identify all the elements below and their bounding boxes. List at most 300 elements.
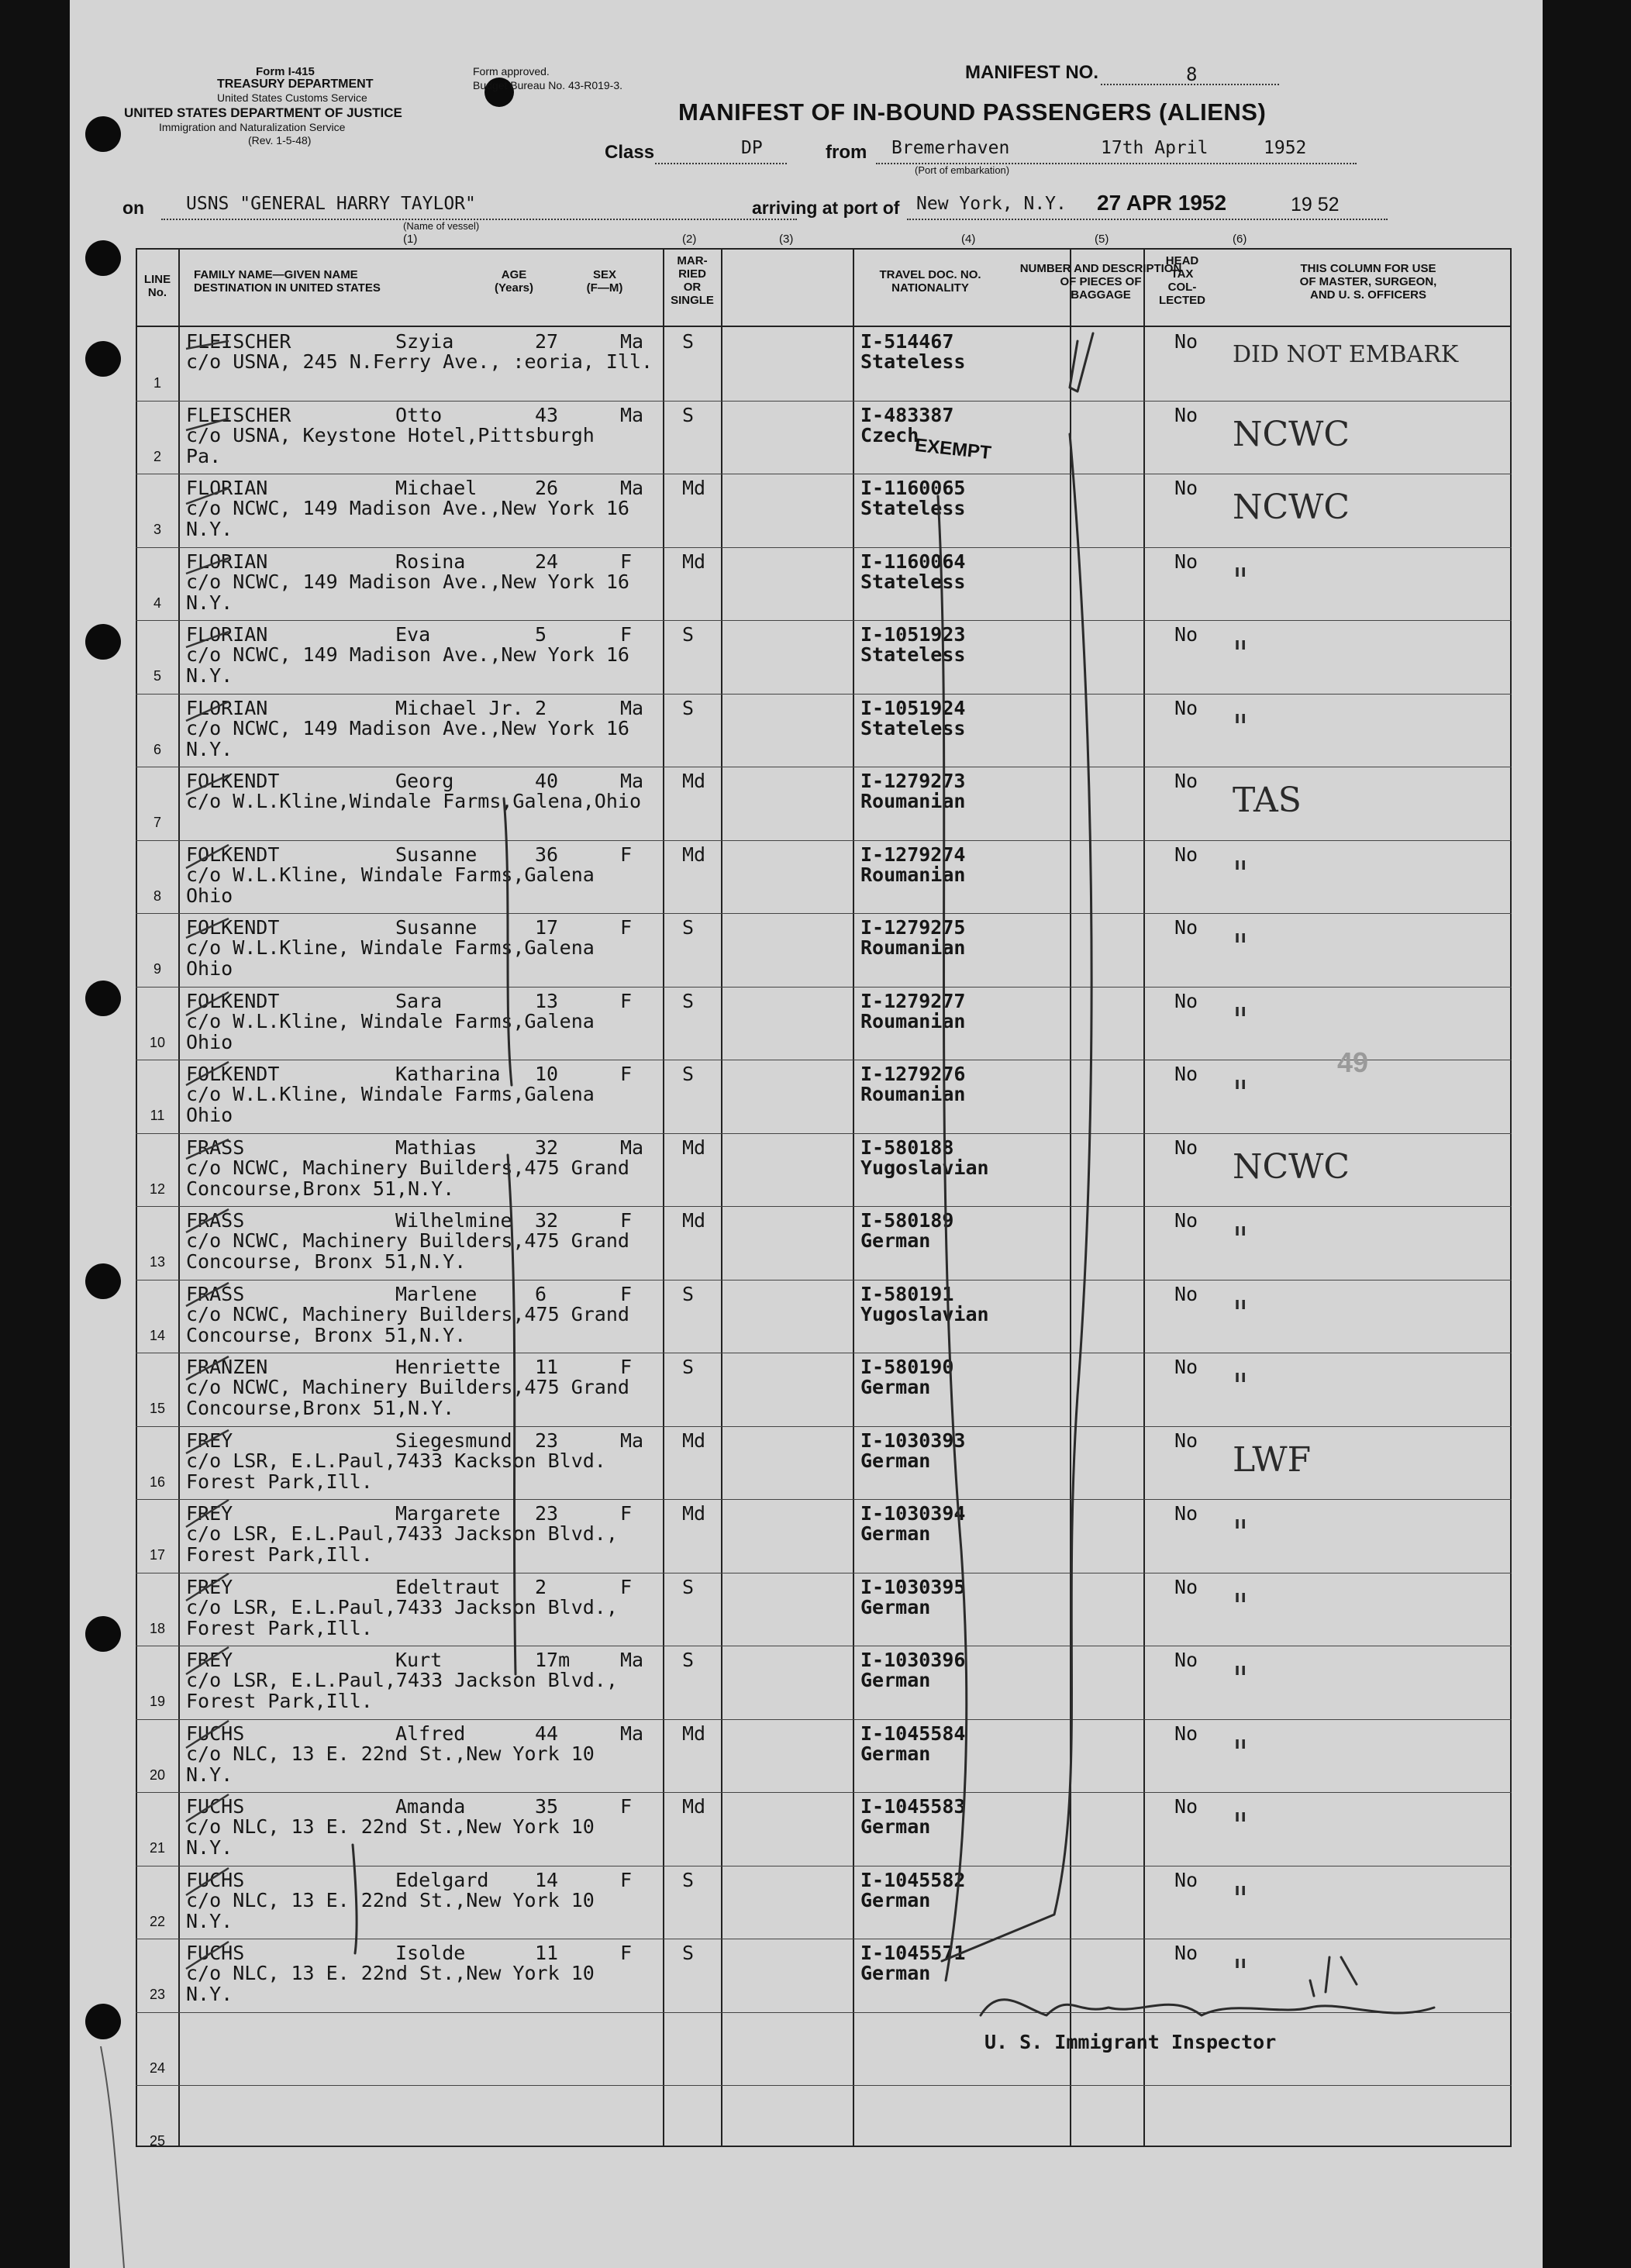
col-num-4: (4): [961, 233, 976, 246]
row-nationality: Stateless: [860, 716, 966, 739]
row-destination: c/o USNA, Keystone Hotel,Pittsburgh: [186, 423, 595, 446]
row-nationality: Roumanian: [860, 863, 966, 886]
row-age: 5: [535, 623, 547, 646]
row-line-number: 15: [149, 1401, 166, 1416]
row-nationality: Czech: [860, 423, 919, 446]
row-head-tax: No: [1174, 330, 1198, 353]
row-line-number: 13: [149, 1254, 166, 1270]
row-head-tax: No: [1174, 770, 1198, 792]
row-head-tax: No: [1174, 1722, 1198, 1745]
row-head-tax: No: [1174, 1429, 1198, 1452]
row-family-name: FOLKENDT: [186, 843, 280, 866]
row-nationality: German: [860, 1669, 931, 1691]
row-head-tax: No: [1174, 1868, 1198, 1891]
row-family-name: FREY: [186, 1649, 233, 1671]
row-travel-doc: I-580191: [860, 1282, 954, 1305]
row-officer-note: NCWC: [1233, 414, 1350, 454]
row-marital-status: Md: [682, 770, 706, 792]
row-travel-doc: I-1279276: [860, 1063, 966, 1085]
vessel-value: USNS "GENERAL HARRY TAYLOR": [186, 194, 476, 214]
row-destination: c/o NCWC, 149 Madison Ave.,New York 16: [186, 497, 629, 519]
manifest-page: [70, 0, 1543, 2268]
row-marital-status: S: [682, 1649, 695, 1671]
row-family-name: FLEISCHER: [186, 403, 291, 426]
row-family-name: FUCHS: [186, 1942, 245, 1964]
row-officer-note: ": [1233, 1074, 1249, 1113]
row-age: 32: [535, 1136, 559, 1159]
row-travel-doc: I-1279274: [860, 843, 966, 866]
row-age: 27: [535, 330, 559, 353]
row-sex: F: [620, 1575, 633, 1598]
row-destination: c/o W.L.Kline, Windale Farms,Galena: [186, 863, 595, 886]
row-given-name: Henriette: [395, 1356, 501, 1378]
row-nationality: Roumanian: [860, 1083, 966, 1105]
row-destination-cont: N.Y.: [186, 1983, 233, 2005]
row-destination-cont: N.Y.: [186, 518, 233, 540]
row-age: 35: [535, 1795, 559, 1818]
row-family-name: FRASS: [186, 1282, 245, 1305]
row-nationality: German: [860, 1376, 931, 1398]
row-line-number: 20: [149, 1766, 166, 1783]
header-head-tax: HEAD TAX COL- LECTED: [1159, 254, 1205, 307]
manifest-no-value: 8: [1186, 64, 1198, 85]
row-family-name: FRASS: [186, 1136, 245, 1159]
row-marital-status: S: [682, 696, 695, 719]
row-officer-note: ": [1233, 1879, 1249, 1919]
row-sex: F: [620, 989, 633, 1012]
row-family-name: FLORIAN: [186, 550, 268, 573]
col-num-3: (3): [779, 233, 794, 246]
row-nationality: German: [860, 1449, 931, 1472]
header-baggage: NUMBER AND DESCRIPTION OF PIECES OF BAGGAGE: [1019, 262, 1182, 302]
row-officer-note: NCWC: [1233, 488, 1350, 527]
row-line-number: 17: [149, 1547, 166, 1563]
row-destination: c/o W.L.Kline, Windale Farms,Galena: [186, 1083, 595, 1105]
row-family-name: FREY: [186, 1502, 233, 1525]
row-destination-cont: Forest Park,Ill.: [186, 1616, 373, 1639]
page-stamp: 49: [1337, 1046, 1369, 1078]
row-sex: Ma: [620, 696, 644, 719]
row-travel-doc: I-1045571: [860, 1942, 966, 1964]
row-destination-cont: Forest Park,Ill.: [186, 1470, 373, 1493]
vessel-caption: (Name of vessel): [403, 220, 480, 232]
row-travel-doc: I-580189: [860, 1209, 954, 1232]
row-nationality: German: [860, 1815, 931, 1838]
row-destination: c/o LSR, E.L.Paul,7433 Jackson Blvd.,: [186, 1522, 618, 1545]
row-age: 6: [535, 1282, 547, 1305]
row-age: 32: [535, 1209, 559, 1232]
row-line-number: 4: [153, 595, 161, 611]
row-destination: c/o NLC, 13 E. 22nd St.,New York 10: [186, 1888, 595, 1911]
row-officer-note: ": [1233, 1660, 1249, 1699]
row-family-name: FOLKENDT: [186, 770, 280, 792]
row-marital-status: Md: [682, 843, 706, 866]
row-officer-note: ": [1233, 1732, 1249, 1773]
row-marital-status: S: [682, 1063, 695, 1085]
row-given-name: Alfred: [395, 1722, 466, 1745]
row-officer-note: TAS: [1233, 781, 1302, 820]
arrival-port: New York, N.Y.: [916, 194, 1067, 214]
row-family-name: FUCHS: [186, 1795, 245, 1818]
row-given-name: Michael: [395, 477, 478, 499]
row-marital-status: S: [682, 1575, 695, 1598]
row-officer-note: ": [1233, 1953, 1249, 1992]
row-travel-doc: I-1030395: [860, 1575, 966, 1598]
row-line-number: 3: [153, 522, 161, 537]
row-destination-cont: Pa.: [186, 444, 222, 467]
row-officer-note: DID NOT EMBARK: [1233, 341, 1459, 368]
row-marital-status: Md: [682, 1795, 706, 1818]
row-age: 2: [535, 696, 547, 719]
row-officer-note: ": [1233, 927, 1249, 967]
row-given-name: Kurt: [395, 1649, 443, 1671]
on-label: on: [122, 198, 145, 218]
row-travel-doc: I-1045584: [860, 1722, 966, 1745]
row-travel-doc: I-1045583: [860, 1795, 966, 1818]
row-line-number: 11: [150, 1108, 165, 1123]
row-destination-cont: Forest Park,Ill.: [186, 1690, 373, 1712]
row-given-name: Edelgard: [395, 1868, 489, 1891]
form-number: Form I-415: [256, 65, 315, 78]
row-destination-cont: Concourse, Bronx 51,N.Y.: [186, 1323, 467, 1346]
row-marital-status: Md: [682, 1209, 706, 1232]
row-age: 17: [535, 916, 559, 939]
class-value: DP: [741, 138, 763, 158]
row-marital-status: S: [682, 1356, 695, 1378]
row-line-number: 24: [149, 2059, 166, 2076]
row-travel-doc: I-1030396: [860, 1649, 966, 1671]
row-head-tax: No: [1174, 1649, 1198, 1671]
row-destination: c/o LSR, E.L.Paul,7433 Jackson Blvd.,: [186, 1669, 618, 1691]
row-family-name: FUCHS: [186, 1722, 245, 1745]
row-officer-note: LWF: [1233, 1439, 1312, 1480]
family-bracket: [508, 1155, 516, 1674]
row-given-name: Michael Jr.: [395, 696, 524, 719]
row-family-name: FLEISCHER: [186, 330, 291, 353]
row-family-name: FLORIAN: [186, 477, 268, 499]
row-officer-note: ": [1233, 853, 1249, 894]
row-destination-cont: N.Y.: [186, 1836, 233, 1859]
treasury-label: TREASURY DEPARTMENT: [217, 78, 374, 91]
row-family-name: FOLKENDT: [186, 1063, 280, 1085]
row-officer-note: ": [1233, 1293, 1249, 1333]
row-marital-status: Md: [682, 1502, 706, 1525]
row-given-name: Edeltraut: [395, 1575, 501, 1598]
row-head-tax: No: [1174, 1136, 1198, 1159]
row-line-number: 22: [149, 1913, 166, 1929]
row-age: 11: [535, 1356, 559, 1378]
row-nationality: German: [860, 1962, 931, 1984]
row-destination: c/o NCWC, 149 Madison Ave.,New York 16: [186, 716, 629, 739]
row-travel-doc: I-1051924: [860, 696, 966, 719]
row-given-name: Wilhelmine: [395, 1209, 512, 1232]
header-sex: SEX (F—M): [586, 268, 623, 295]
row-destination-cont: Ohio: [186, 957, 233, 980]
row-marital-status: Md: [682, 477, 706, 499]
row-family-name: FLORIAN: [186, 696, 268, 719]
row-marital-status: S: [682, 403, 695, 426]
row-nationality: German: [860, 1229, 931, 1252]
signature-scrawl: [981, 2000, 1434, 2015]
arrival-date-stamp: 27 APR 1952: [1097, 191, 1227, 215]
cancel-slash: [1070, 333, 1093, 391]
row-destination-cont: Concourse,Bronx 51,N.Y.: [186, 1177, 455, 1200]
row-destination: c/o W.L.Kline, Windale Farms,Galena: [186, 1009, 595, 1032]
col-num-6: (6): [1233, 233, 1247, 246]
row-sex: Ma: [620, 477, 644, 499]
row-head-tax: No: [1174, 989, 1198, 1012]
row-destination: c/o NCWC, Machinery Builders,475 Grand: [186, 1376, 629, 1398]
row-line-number: 10: [149, 1034, 166, 1050]
row-destination: c/o NCWC, Machinery Builders,475 Grand: [186, 1302, 629, 1325]
row-age: 40: [535, 770, 559, 792]
row-check-mark: [186, 341, 229, 1969]
exempt-stamp: EXEMPT: [913, 434, 992, 464]
row-sex: F: [620, 623, 633, 646]
row-travel-doc: I-1051923: [860, 623, 966, 646]
row-age: 17m: [535, 1649, 571, 1671]
row-age: 23: [535, 1429, 559, 1452]
arriving-label: arriving at port of: [752, 198, 900, 218]
row-nationality: Stateless: [860, 497, 966, 519]
row-marital-status: S: [682, 1282, 695, 1305]
row-head-tax: No: [1174, 403, 1198, 426]
row-officer-note: ": [1233, 1367, 1249, 1406]
row-given-name: Isolde: [395, 1942, 466, 1964]
row-officer-note: ": [1233, 1220, 1249, 1260]
row-head-tax: No: [1174, 1795, 1198, 1818]
row-nationality: German: [860, 1888, 931, 1911]
row-sex: Ma: [620, 1649, 644, 1671]
row-line-number: 21: [149, 1840, 166, 1856]
form-approved: Form approved.: [473, 65, 550, 78]
col-num-5: (5): [1095, 233, 1109, 246]
row-given-name: Susanne: [395, 843, 478, 866]
header-age: AGE (Years): [494, 268, 534, 295]
row-given-name: Amanda: [395, 1795, 466, 1818]
header-officers: THIS COLUMN FOR USE OF MASTER, SURGEON, AND U. S. OFFICERS: [1299, 262, 1437, 302]
row-travel-doc: I-580190: [860, 1356, 954, 1378]
baggage-bracket-line: [942, 434, 1091, 1961]
row-family-name: FREY: [186, 1575, 233, 1598]
port-caption: (Port of embarkation): [915, 164, 1010, 176]
row-sex: F: [620, 1063, 633, 1085]
class-label: Class: [605, 142, 655, 163]
row-sex: F: [620, 1209, 633, 1232]
row-destination: c/o NCWC, 149 Madison Ave.,New York 16: [186, 570, 629, 593]
row-line-number: 18: [149, 1620, 166, 1636]
row-nationality: German: [860, 1595, 931, 1618]
row-head-tax: No: [1174, 1209, 1198, 1232]
row-marital-status: S: [682, 623, 695, 646]
row-head-tax: No: [1174, 1356, 1198, 1378]
row-destination: c/o W.L.Kline, Windale Farms,Galena: [186, 936, 595, 959]
manifest-no-label: MANIFEST NO.: [965, 62, 1098, 83]
row-given-name: Siegesmund: [395, 1429, 512, 1452]
row-head-tax: No: [1174, 1282, 1198, 1305]
header-married: MAR- RIED OR SINGLE: [671, 254, 714, 307]
row-sex: Ma: [620, 1429, 644, 1452]
justice-label: UNITED STATES DEPARTMENT OF JUSTICE: [124, 105, 402, 120]
row-sex: F: [620, 1282, 633, 1305]
row-destination: c/o LSR, E.L.Paul,7433 Jackson Blvd.,: [186, 1595, 618, 1618]
row-head-tax: No: [1174, 1942, 1198, 1964]
inspector-title: U. S. Immigrant Inspector: [984, 2031, 1277, 2053]
row-officer-note: ": [1233, 1806, 1249, 1846]
row-destination-cont: Ohio: [186, 1104, 233, 1126]
row-destination-cont: Ohio: [186, 1030, 233, 1053]
row-destination: c/o NLC, 13 E. 22nd St.,New York 10: [186, 1742, 595, 1765]
row-given-name: Eva: [395, 623, 431, 646]
row-given-name: Rosina: [395, 550, 466, 573]
row-destination-cont: Concourse,Bronx 51,N.Y.: [186, 1397, 455, 1419]
family-bracket: [353, 1845, 357, 1953]
row-destination-cont: Forest Park,Ill.: [186, 1543, 373, 1566]
embark-date: 17th April: [1101, 138, 1209, 158]
row-marital-status: Md: [682, 550, 706, 573]
row-head-tax: No: [1174, 1502, 1198, 1525]
row-marital-status: S: [682, 1942, 695, 1964]
row-destination-cont: N.Y.: [186, 1763, 233, 1786]
row-sex: Ma: [620, 1722, 644, 1745]
row-given-name: Otto: [395, 403, 443, 426]
row-line-number: 19: [149, 1694, 166, 1709]
row-travel-doc: I-1279273: [860, 770, 966, 792]
row-travel-doc: I-1030394: [860, 1502, 966, 1525]
row-destination-cont: Concourse, Bronx 51,N.Y.: [186, 1250, 467, 1273]
row-destination-cont: N.Y.: [186, 664, 233, 687]
row-nationality: German: [860, 1522, 931, 1545]
row-travel-doc: I-1160064: [860, 550, 966, 573]
row-destination: c/o NCWC, 149 Madison Ave.,New York 16: [186, 643, 629, 666]
family-bracket: [504, 798, 512, 1085]
row-given-name: Marlene: [395, 1282, 478, 1305]
ins-label: Immigration and Naturalization Service: [159, 121, 346, 133]
row-destination: c/o LSR, E.L.Paul,7433 Kackson Blvd.: [186, 1449, 606, 1472]
row-marital-status: Md: [682, 1429, 706, 1452]
row-age: 44: [535, 1722, 559, 1745]
handwriting-overlay: [70, 0, 1543, 2268]
row-sex: F: [620, 1942, 633, 1964]
row-head-tax: No: [1174, 550, 1198, 573]
row-line-number: 9: [153, 961, 161, 977]
row-travel-doc: I-1045582: [860, 1868, 966, 1891]
row-head-tax: No: [1174, 1575, 1198, 1598]
row-line-number: 14: [149, 1327, 166, 1343]
row-age: 10: [535, 1063, 559, 1085]
row-sex: F: [620, 1868, 633, 1891]
row-marital-status: Md: [682, 1136, 706, 1159]
row-officer-note: ": [1233, 707, 1249, 747]
col-num-2: (2): [682, 233, 697, 246]
row-officer-note: ": [1233, 1513, 1249, 1553]
row-line-number: 1: [153, 375, 161, 391]
row-marital-status: S: [682, 989, 695, 1012]
row-line-number: 7: [153, 815, 161, 830]
row-age: 36: [535, 843, 559, 866]
row-family-name: FRASS: [186, 1209, 245, 1232]
row-given-name: Szyia: [395, 330, 454, 353]
row-family-name: FREY: [186, 1429, 233, 1452]
row-officer-note: ": [1233, 1000, 1249, 1040]
row-destination-cont: N.Y.: [186, 737, 233, 760]
row-age: 24: [535, 550, 559, 573]
row-sex: F: [620, 1502, 633, 1525]
row-line-number: 12: [149, 1181, 166, 1197]
row-officer-note: ": [1233, 560, 1249, 601]
row-age: 14: [535, 1868, 559, 1891]
row-sex: F: [620, 916, 633, 939]
row-head-tax: No: [1174, 477, 1198, 499]
row-officer-note: NCWC: [1233, 1146, 1350, 1187]
row-line-number: 23: [149, 1987, 166, 2002]
row-given-name: Margarete: [395, 1502, 501, 1525]
row-destination: c/o USNA, 245 N.Ferry Ave., :eoria, Ill.: [186, 350, 653, 373]
row-destination: c/o NCWC, Machinery Builders,475 Grand: [186, 1156, 629, 1179]
row-line-number: 6: [153, 741, 161, 757]
row-officer-note: ": [1233, 634, 1249, 674]
row-line-number: 2: [153, 448, 161, 464]
row-nationality: Stateless: [860, 643, 966, 666]
row-nationality: Yugoslavian: [860, 1302, 989, 1325]
row-age: 13: [535, 989, 559, 1012]
row-travel-doc: I-1279277: [860, 989, 966, 1012]
row-line-number: 16: [149, 1474, 166, 1490]
row-sex: F: [620, 1356, 633, 1378]
row-head-tax: No: [1174, 843, 1198, 866]
row-family-name: FRANZEN: [186, 1356, 268, 1378]
signature-scrawl: [1310, 1957, 1357, 1996]
row-sex: F: [620, 1795, 633, 1818]
row-nationality: German: [860, 1742, 931, 1765]
row-nationality: Yugoslavian: [860, 1156, 989, 1179]
row-given-name: Sara: [395, 989, 443, 1012]
row-destination: c/o NCWC, Machinery Builders,475 Grand: [186, 1229, 629, 1252]
rev-label: (Rev. 1-5-48): [248, 134, 312, 146]
row-given-name: Katharina: [395, 1063, 501, 1085]
row-destination: c/o W.L.Kline,Windale Farms,Galena,Ohio: [186, 790, 641, 812]
row-travel-doc: I-1279275: [860, 916, 966, 939]
row-age: 11: [535, 1942, 559, 1964]
row-destination: c/o NLC, 13 E. 22nd St.,New York 10: [186, 1962, 595, 1984]
row-nationality: Roumanian: [860, 1009, 966, 1032]
embark-year: 1952: [1264, 138, 1307, 158]
header-line-no: LINE No.: [143, 273, 171, 299]
row-travel-doc: I-514467: [860, 330, 954, 353]
row-nationality: Stateless: [860, 570, 966, 593]
row-given-name: Mathias: [395, 1136, 478, 1159]
row-head-tax: No: [1174, 696, 1198, 719]
row-marital-status: S: [682, 1868, 695, 1891]
row-sex: F: [620, 550, 633, 573]
row-destination-cont: N.Y.: [186, 591, 233, 614]
row-sex: F: [620, 843, 633, 866]
row-age: 43: [535, 403, 559, 426]
row-nationality: Roumanian: [860, 936, 966, 959]
row-family-name: FUCHS: [186, 1868, 245, 1891]
header-travel-doc: TRAVEL DOC. NO. NATIONALITY: [879, 268, 981, 295]
from-value: Bremerhaven: [891, 138, 1010, 158]
row-sex: Ma: [620, 1136, 644, 1159]
row-given-name: Georg: [395, 770, 454, 792]
row-age: 2: [535, 1575, 547, 1598]
row-age: 26: [535, 477, 559, 499]
row-travel-doc: I-483387: [860, 403, 954, 426]
row-officer-note: ": [1233, 1586, 1249, 1626]
from-label: from: [826, 142, 867, 163]
row-travel-doc: I-1030393: [860, 1429, 966, 1452]
baggage-bracket-line: [938, 496, 967, 1980]
